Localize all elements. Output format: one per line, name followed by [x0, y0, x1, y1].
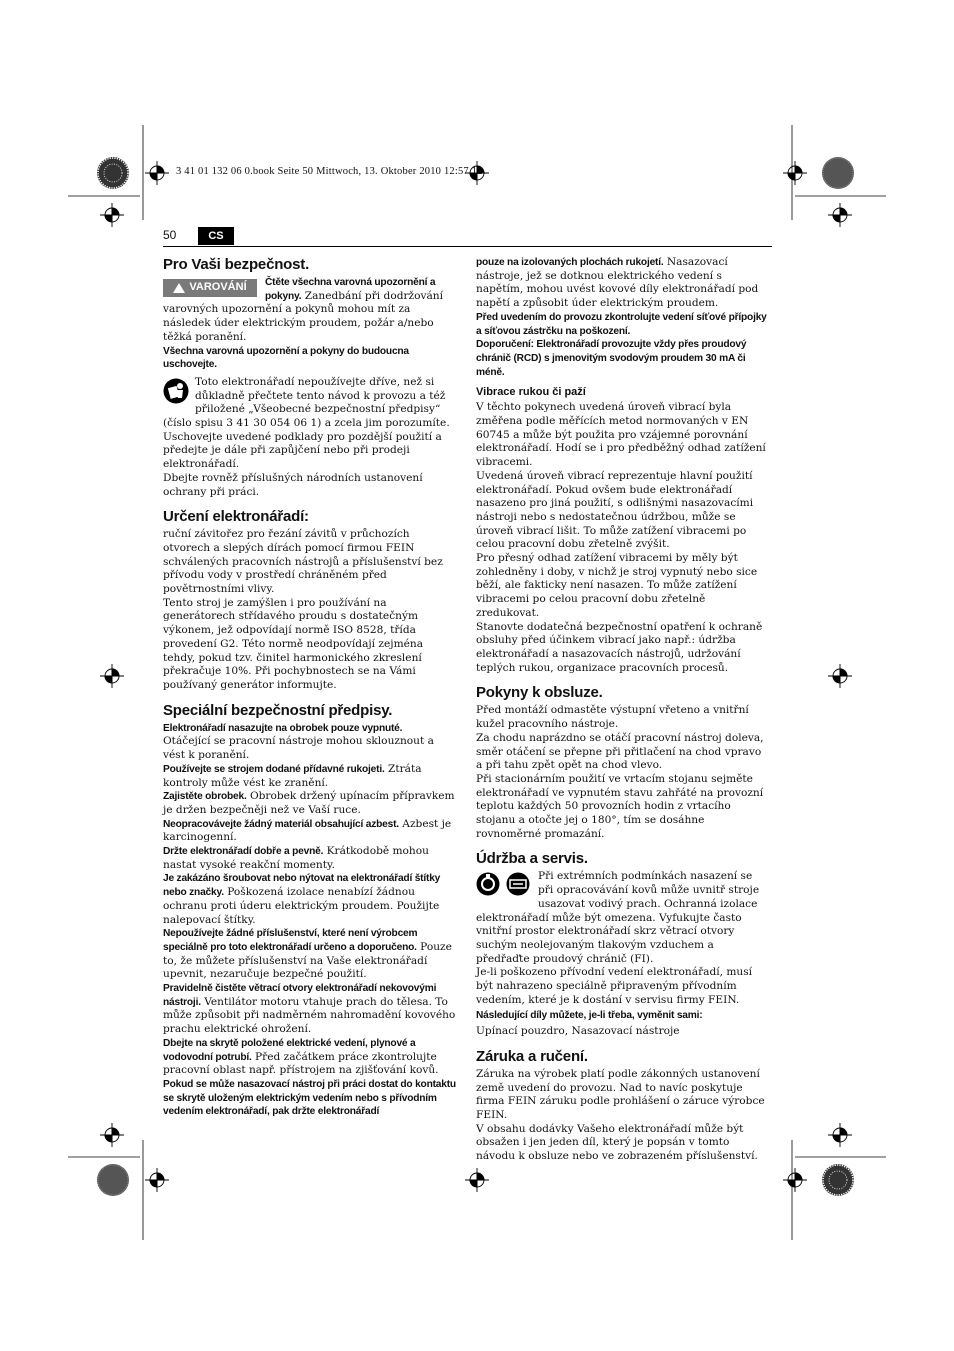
section-title-purpose: Určení elektronářadí: — [163, 508, 309, 526]
rule-3-text: Obrobek držený upínacím přípravkem je držen bezpečněji než ve Vaší ruce. — [163, 790, 455, 816]
read-manual-icon — [163, 378, 189, 409]
replaceable-parts-list: Upínací pouzdro, Nasazovací nástroje — [476, 1025, 680, 1038]
rule-7-text: Pouze to, že můžete příslušenství na Vaše elektronářadí upevnit, nezaručuje bezpečné použití. — [163, 940, 452, 981]
vibration-paragraph-3: Pro přesný odhad zatížení vibracemi by měly být zohledněny i doby, v nichž je stroj vypnutý nebo sice běží, ale fakticky není nasazen. To může zatížení vibracemi po celou pracovní dobu zřetelně zredukovat. — [476, 552, 758, 619]
rule-1-bold: Elektronářadí nasazujte na obrobek pouze vypnuté. — [163, 722, 403, 734]
section-title-warranty: Záruka a ručení. — [476, 1047, 588, 1065]
rule-2-bold: Používejte se strojem dodané přídavné rukojeti. — [163, 763, 385, 775]
rule-8-text: Ventilátor motoru vtahuje prach do tělesa. To může způsobit při nadměrném nahromadění kovového prachu elektrické ohrožení. — [163, 995, 456, 1036]
vibration-title: Vibrace rukou či paží — [476, 386, 586, 399]
rule-1-text: Otáčející se pracovní nástroje mohou sklouznout a vést k poranění. — [163, 735, 434, 762]
operation-paragraph-1: Před montáží odmastěte výstupní vřeteno a vnitřní kužel pracovního nástroje. — [476, 704, 749, 731]
vibration-paragraph-2: Uvedená úroveň vibrací reprezentuje hlavní použití elektronářadí. Pokud ovšem bude elektronářadí nasazeno pro jiná použití, s odlišnými nasazovacími nástroji nebo s nedostatečnou údržbou, může se úroveň vibrací lišit. To může zatížení vibracemi po celou pracovní dobu zřetelně zvýšit. — [476, 469, 754, 551]
rule-3-bold: Zajistěte obrobek. — [163, 791, 247, 803]
rule-9-bold: Dbejte na skrytě položené elektrické vedení, plynové a vodovodní potrubí. — [163, 1037, 416, 1063]
rule-2 — [163, 763, 456, 790]
air-blow-icon — [507, 873, 530, 896]
rule-9 — [163, 1037, 456, 1078]
warning-triangle-icon — [173, 283, 185, 293]
maintenance-paragraph-2: Je-li poškozeno přívodní vedení elektronářadí, musí být nahrazeno speciálně připraveným přívodním vedením, které je k dostání v servisu firmy FEIN. — [476, 966, 753, 1006]
rule-8 — [163, 982, 456, 1037]
maintenance-paragraph-1 — [476, 870, 769, 966]
left-column — [163, 256, 456, 1119]
section-title-maintenance: Údržba a servis. — [476, 850, 588, 868]
vibration-paragraph-1: V těchto pokynech uvedená úroveň vibrací byla změřena podle měřících metod normovaných v EN 60745 a může být použita pro vzájemné porovnání elektronářadí. Hodí se i pro předběžný odhad zatížení vibracemi. — [476, 401, 766, 469]
right-column — [476, 256, 769, 1164]
purpose-paragraph-2: Tento stroj je zamýšlen i pro používání na generátorech střídavého proudu s dostatečným výkonem, jež odpovídají normě ISO 8528, třída provedení G2. Této normě neodpovídají zejména tehdy, pokud tzv. činitel harmonického zkreslení překračuje 10%. Při pochybnostech se na Vámi používaný generátor informujte. — [163, 596, 424, 691]
rule-7 — [163, 927, 456, 982]
rule-10-continued — [476, 256, 769, 311]
file-info-line: 3 41 01 132 06 0.book Seite 50 Mittwoch, 13. Oktober 2010 12:57 12 — [176, 166, 483, 177]
purpose-paragraph-1: ruční závitořez pro řezání závitů v průchozích otvorech a slepých dírách pomocí firmou FEIN schválených pracovních nástrojů a příslušenství bez přívodu vody v prostředí chráněném před povětrnostními vlivy. — [163, 528, 443, 596]
rule-8-bold: Pravidelně čistěte větrací otvory elektronářadí nekovovými nástroji. — [163, 983, 437, 1008]
rule-10-cont-bold: pouze na izolovaných plochách rukojetí. — [476, 257, 664, 268]
keep-instructions: Všechna varovná upozornění a pokyny do budoucna uschovejte. — [163, 345, 409, 371]
operation-paragraph-3: Při stacionárním použití ve vrtacím stojanu sejměte elektronářadí ve vypnutém stavu zahřáté na provozní teplotu každých 50 provozních hodin z vrtacího stojanu a otočte jej o 180°, tím se dosáhne rovnoměrné promazání. — [476, 772, 764, 840]
warranty-paragraph-1: Záruka na výrobek platí podle zákonných ustanovení země uvedení do provozu. Nad to navíc poskytuje firma FEIN záruku podle prohlášení o záruce výrobce FEIN. — [476, 1067, 765, 1121]
rule-6-bold: Je zakázáno šroubovat nebo nýtovat na elektronářadí štítky nebo značky. — [163, 873, 441, 899]
rcd-recommendation: Doporučení: Elektronářadí provozujte vždy přes proudový chránič (RCD) s jmenovitým svodovým proudem 30 mA či méně. — [476, 339, 747, 378]
rule-4 — [163, 818, 456, 845]
rule-5-text: Krátkodobě mohou nastat vysoké reakční momenty. — [163, 845, 429, 871]
warranty-paragraph-2: V obsahu dodávky Vašeho elektronářadí může být obsažen i jen jeden díl, který je popsán v tomto návodu k obsluze nebo ve zobrazeném příslušenství. — [476, 1122, 758, 1163]
rule-5-bold: Držte elektronářadí dobře a pevně. — [163, 846, 324, 858]
warning-paragraph — [163, 276, 456, 345]
maintenance-icons — [476, 872, 532, 901]
rule-3 — [163, 790, 456, 817]
check-cable-note: Před uvedením do provozu zkontrolujte vedení síťové přípojky a síťovou zástrčku na poškození. — [476, 311, 767, 337]
replaceable-parts-bold: Následující díly můžete, je-li třeba, vyměnit sami: — [476, 1010, 703, 1022]
rule-5 — [163, 845, 456, 872]
warning-text: Zanedbání při dodržování varovných upozornění a pokynů mohou mít za následek úder elektrickým proudem, požár a/nebo těžká poranění. — [163, 289, 444, 343]
section-title-safety: Pro Vaši bezpečnost. — [163, 256, 310, 273]
rule-10-cont-text: Nasazovací nástroje, jež se dotknou elektrického vedení s napětím, mohou uvést kovové díly elektronářadí pod napětí a způsobit úder elektrickým proudem. — [476, 256, 759, 310]
warning-label: VAROVÁNÍ — [189, 281, 247, 294]
maintenance-text-1: Při extrémních podmínkách nasazení se při opracovávání kovů může uvnitř stroje usazovat vodivý prach. Ochranná izolace elektronářadí může být omezena. Vyfukujte často vnitřní prostor elektronářadí skrz větrací otvory suchým neolejovaným tlakovým vzduchem a předřaďte proudový chránič (FI). — [476, 870, 760, 965]
language-badge: CS — [198, 227, 234, 245]
warning-badge — [163, 279, 257, 297]
rule-7-bold: Nepoužívejte žádné příslušenství, které není výrobcem speciálně pro toto elektronářadí určeno a doporučeno. — [163, 928, 418, 953]
manual-text: Toto elektronářadí nepoužívejte dříve, než si důkladně přečtete tento návod k provozu a též přiložené „Všeobecné bezpečnostní předpisy“ (číslo spisu 3 41 30 054 06 1) a zcela jim porozumíte. Uschovejte uvedené podklady pro pozdější použití a předejte je dále při zapůjčení nebo při prodeji elektronářadí. — [163, 375, 450, 471]
rule-4-bold: Neopracovávejte žádný materiál obsahující azbest. — [163, 818, 399, 830]
operation-paragraph-2: Za chodu naprázdno se otáčí pracovní nástroj doleva, směr otáčení se přepne při přitlačení na chod vpravo a při tahu zpět opět na chod vlevo. — [476, 731, 764, 772]
section-title-special-safety: Speciální bezpečnostní předpisy. — [163, 701, 393, 719]
warning-bold-text: Čtěte všechna varovná upozornění a pokyny. — [265, 277, 436, 302]
rule-6-text: Poškozená izolace nenabízí žádnou ochranu proti úderu elektrickým proudem. Použijte nalepovací štítky. — [163, 886, 440, 926]
rule-4-text: Azbest je karcinogenní. — [163, 817, 452, 844]
header-rule — [163, 246, 772, 247]
manual-paragraph — [163, 376, 456, 472]
page-number: 50 — [163, 228, 177, 242]
rule-6 — [163, 872, 456, 927]
national-regulations: Dbejte rovněž příslušných národních ustanovení ochrany při práci. — [163, 471, 423, 498]
rule-2-text: Ztráta kontroly může vést ke zranění. — [163, 762, 422, 789]
vibration-paragraph-4: Stanovte dodatečná bezpečnostní opatření k ochraně obsluhy před účinkem vibrací jako např.: údržba elektronářadí a nasazovacích nástrojů, udržování teplých rukou, organizace pracovních procesů. — [476, 620, 763, 674]
rule-10-bold: Pokud se může nasazovací nástroj při práci dostat do kontaktu se skrytě uloženým elektrickým vedením nebo s přívodním vedením elektronářadí, pak držte elektronářadí — [163, 1078, 456, 1118]
service-icon — [477, 873, 500, 896]
rule-9-text: Před začátkem práce zkontrolujte pracovní oblast např. přístrojem na zjišťování kovů. — [163, 1050, 439, 1077]
section-title-operation: Pokyny k obsluze. — [476, 684, 603, 702]
